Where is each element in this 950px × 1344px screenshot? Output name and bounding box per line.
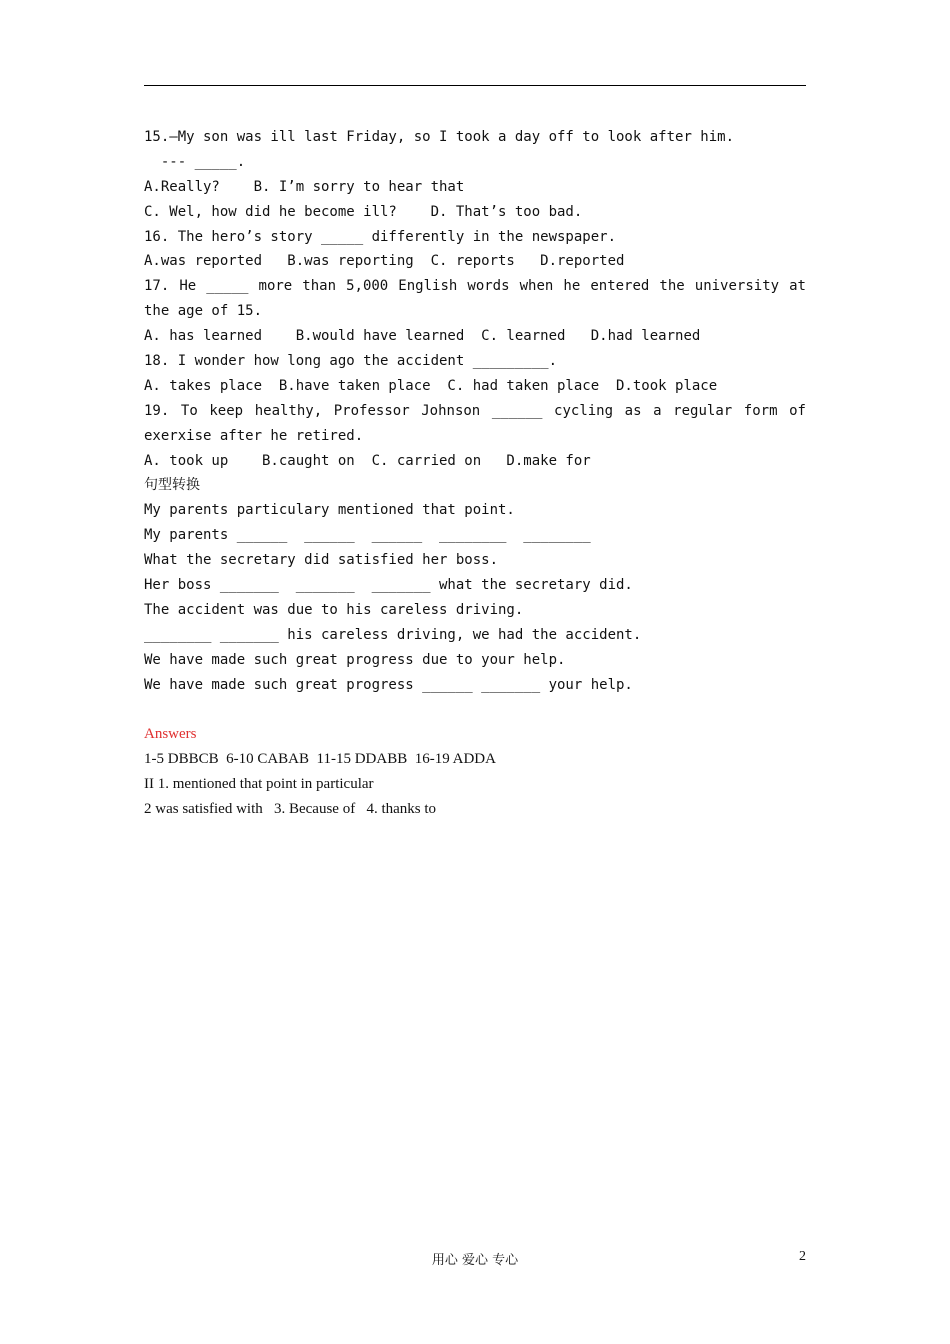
question-17-stem-cont: the age of 15. [144, 303, 263, 320]
page-footer [0, 1247, 950, 1269]
answers-title: Answers [144, 726, 197, 743]
question-16-options: A.was reported B.was reporting C. reports D.reported [144, 253, 625, 270]
document-body [144, 125, 806, 822]
transform-4-blank: We have made such great progress ______ _______ your help. [144, 676, 633, 693]
section-title: 句型转换 [144, 477, 200, 494]
question-19-stem: 19. To keep healthy, Professor Johnson ______ cycling as a regular form of [144, 402, 806, 419]
question-17-stem: 17. He _____ more than 5,000 English words when he entered the university at [144, 278, 806, 295]
question-15-options-ab: A.Really? B. I’m sorry to hear that [144, 178, 465, 195]
transform-3-blank: ________ _______ his careless driving, we had the accident. [144, 626, 642, 643]
header-rule [144, 85, 806, 86]
transform-1-original: My parents particulary mentioned that point. [144, 502, 515, 519]
transform-2-blank: Her boss _______ _______ _______ what the secretary did. [144, 577, 633, 594]
spacer [144, 697, 806, 722]
question-17-options: A. has learned B.would have learned C. learned D.had learned [144, 328, 701, 345]
question-15-stem: 15.—My son was ill last Friday, so I took a day off to look after him. [144, 129, 735, 145]
page-number: 2 [799, 1249, 806, 1264]
question-18-stem: 18. I wonder how long ago the accident _________. [144, 353, 558, 370]
question-19-stem-cont: exerxise after he retired. [144, 427, 364, 444]
answers-line-1: 1-5 DBBCB 6-10 CABAB 11-15 DDABB 16-19 ADDA [144, 751, 496, 768]
question-15-options-cd: C. Wel, how did he become ill? D. That’s too bad. [144, 203, 583, 220]
question-19-options: A. took up B.caught on C. carried on D.make for [144, 452, 591, 469]
footer-motto: 用心 爱心 专心 [431, 1253, 519, 1268]
transform-3-original: The accident was due to his careless driving. [144, 601, 524, 618]
transform-1-blank: My parents ______ ______ ______ ________ ________ [144, 527, 591, 544]
answers-line-2: II 1. mentioned that point in particular [144, 776, 374, 793]
question-15-reply: --- _____. [144, 153, 246, 170]
question-18-options: A. takes place B.have taken place C. had taken place D.took place [144, 377, 718, 394]
answers-line-3: 2 was satisfied with 3. Because of 4. thanks to [144, 801, 437, 818]
transform-4-original: We have made such great progress due to your help. [144, 651, 566, 668]
question-16-stem: 16. The hero’s story _____ differently in the newspaper. [144, 228, 617, 245]
transform-2-original: What the secretary did satisfied her boss. [144, 552, 499, 569]
